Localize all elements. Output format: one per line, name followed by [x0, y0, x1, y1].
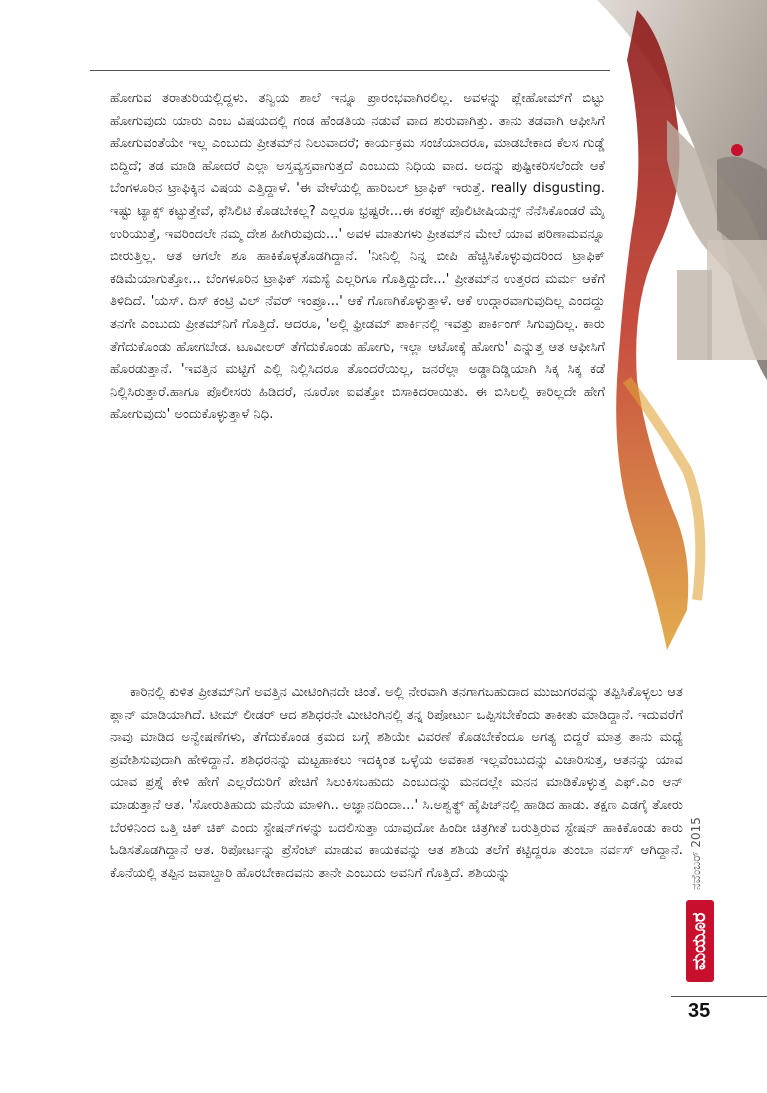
- issue-date: ನವೆಂಬರ್ 2015: [689, 817, 703, 890]
- article-paragraph: ಕಾರಿನಲ್ಲಿ ಕುಳಿತ ಪ್ರೀತಮ್‌ನಿಗೆ ಅವತ್ತಿನ ಮೀಟಿಂಗಿನದೇ ಚಿಂತೆ. ಅಲ್ಲಿ ನೇರವಾಗಿ ತನಗಾಗಬಹುದಾದ ಮುಜುಗರವನ್ನು ತಪ್ಪಿಸಿಕೊಳ್ಳಲು ಆತ ಪ್ಲಾನ್ ಮಾಡಿಯಾಗಿದೆ. ಟೀಮ್ ಲೀಡರ್ ಆದ ಶಶಿಧರನೇ ಮೀಟಿಂಗಿನಲ್ಲಿ ತನ್ನ ರಿಪೋರ್ಟು ಒಪ್ಪಿಸಬೇಕೆಂದು ತಾಕೀತು ಮಾಡಿದ್ದಾನೆ. ಇದುವರೆಗೆ ನಾವು ಮಾಡಿದ ಅನ್ವೇಷಣೆಗಳು, ತೆಗೆದುಕೊಂಡ ಕ್ರಮದ ಬಗ್ಗೆ ಶಶಿಯೇ ವಿವರಣೆ ಕೊಡಬೇಕೆಂದೂ ಅಗತ್ಯ ಬಿದ್ದರೆ ಮಾತ್ರ ತಾನು ಮಧ್ಯೆ ಪ್ರವೇಶಿಸುವುದಾಗಿ ಹೇಳಿದ್ದಾನೆ. ಶಶಿಧರನನ್ನು ಮಟ್ಟಹಾಕಲು ಇದಕ್ಕಿಂತ ಒಳ್ಳೆಯ ಅವಕಾಶ ಇಲ್ಲವೆಂಬುದನ್ನು ವಿಚಾರಿಸುತ್ತ, ಆತನನ್ನು ಯಾವ ಯಾವ ಪ್ರಶ್ನೆ ಕೇಳಿ ಹೇಗೆ ಎಲ್ಲರೆದುರಿಗೆ ಪೇಚಿಗೆ ಸಿಲುಕಿಸಬಹುದು ಎಂಬುದನ್ನು ಮನದಲ್ಲೇ ಮನನ ಮಾಡಿಕೊಳ್ಳುತ್ತ ಎಫ್.ಎಂ ಆನ್ ಮಾಡುತ್ತಾನೆ ಆತ. 'ಸೋರುತಿಹುದು ಮನೆಯ ಮಾಳಿಗಿ.. ಅಜ್ಞಾನದಿಂದಾ...' ಸಿ.ಅಶ್ವತ್ಥ್ ಹೈಪಿಚ್‌ನಲ್ಲಿ ಹಾಡಿದ ಹಾಡು. ತಕ್ಷಣ ಎಡಗೈ ತೋರು ಬೆರಳಿನಿಂದ ಒತ್ತಿ ಚಿಕ್ ಚಿಕ್ ಎಂದು ಸ್ಟೇಷನ್‌ಗಳನ್ನು ಬದಲಿಸುತ್ತಾ ಯಾವುದೋ ಹಿಂದೀ ಚಿತ್ರಗೀತೆ ಬರುತ್ತಿರುವ ಸ್ಟೇಷನ್ ಹಾಕಿಕೊಂಡು ಕಾರು ಓಡಿಸತೊಡಗಿದ್ದಾನೆ ಆತ. ರಿಪೋರ್ಟನ್ನು ಪ್ರೆಸೆಂಟ್ ಮಾಡುವ ಕಾಯಕವನ್ನು ಆತ ಶಶಿಯ ತಲೆಗೆ ಕಟ್ಟಿದ್ದರೂ ತುಂಬಾ ನರ್ವಸ್ ಆಗಿದ್ದಾನೆ. ಕೊನೆಯಲ್ಲಿ ತಪ್ಪಿನ ಜವಾಬ್ದಾರಿ ಹೊರಬೇಕಾದವನು ತಾನೇ ಎಂಬುದು ಅವನಿಗೆ ಗೊತ್ತಿದೆ. ಶಶಿಯನ್ನು: [110, 685, 683, 881]
- article-column-lower: [110, 682, 683, 885]
- article-paragraph: ಹೋಗುವ ತರಾತುರಿಯಲ್ಲಿದ್ದಳು. ತನ್ವಿಯ ಶಾಲೆ ಇನ್ನೂ ಪ್ರಾರಂಭವಾಗಿರಲಿಲ್ಲ. ಅವಳನ್ನು ಪ್ಲೇಹೋಮ್‌ಗೆ ಬಿಟ್ಟು ಹೋಗುವುದು ಯಾರು ಎಂಬ ವಿಷಯದಲ್ಲಿ ಗಂಡ ಹೆಂಡತಿಯ ನಡುವೆ ವಾದ ಶುರುವಾಗಿತ್ತು. ತಾನು ತಡವಾಗಿ ಆಫೀಸಿಗೆ ಹೋಗುವಂತೆಯೇ ಇಲ್ಲ ಎಂಬುದು ಪ್ರೀತಮ್‌ನ ನಿಲುವಾದರೆ; ಕಾರ್ಯಕ್ರಮ ಸಂಜೆಯಾದರೂ, ಮಾಡಬೇಕಾದ ಕೆಲಸ ಗುಡ್ಡೆ ಬಿದ್ದಿದೆ; ತಡ ಮಾಡಿ ಹೋದರೆ ಎಲ್ಲಾ ಅಸ್ತವ್ಯಸ್ತವಾಗುತ್ತದೆ ಎಂಬುದು ನಿಧಿಯ ವಾದ. ಅದನ್ನು ಪುಷ್ಟೀಕರಿಸಲೆಂದೇ ಆಕೆ ಬೆಂಗಳೂರಿನ ಟ್ರಾಫಿಕ್ಕಿನ ವಿಷಯ ಎತ್ತಿದ್ದಾಳೆ. 'ಈ ವೇಳೆಯಲ್ಲಿ ಹಾರಿಬಲ್ ಟ್ರಾಫಿಕ್ ಇರುತ್ತೆ. really disgusting. ಇಷ್ಟು ಟ್ಯಾಕ್ಸ್ ಕಟ್ಟುತ್ತೇವೆ, ಫೆಸಿಲಿಟಿ ಕೊಡಬೇಕಲ್ಲ? ಎಲ್ಲರೂ ಭ್ರಷ್ಟರೇ...ಈ ಕರಪ್ಟ್ ಪೊಲಿಟೀಷಿಯನ್ಸ್ ನೆನೆಸಿಕೊಂಡರೆ ಮೈ ಉರಿಯುತ್ತೆ, ಇವರಿಂದಲೇ ನಮ್ಮ ದೇಶ ಹೀಗಿರುವುದು...' ಅವಳ ಮಾತುಗಳು ಪ್ರೀತಮ್‌ನ ಮೇಲೆ ಯಾವ ಪರಿಣಾಮವನ್ನೂ ಬೀರುತ್ತಿಲ್ಲ. ಆತ ಆಗಲೇ ಶೂ ಹಾಕಿಕೊಳ್ಳತೊಡಗಿದ್ದಾನೆ. 'ನೀನಿಲ್ಲಿ ನಿನ್ನ ಬೀಪಿ ಹೆಚ್ಚಿಸಿಕೊಳ್ಳುವುದರಿಂದ ಟ್ರಾಫಿಕ್ ಕಡಿಮೆಯಾಗುತ್ತೋ... ಬೆಂಗಳೂರಿನ ಟ್ರಾಫಿಕ್ ಸಮಸ್ಯೆ ಎಲ್ಲರಿಗೂ ಗೊತ್ತಿದ್ದುದೇ...' ಪ್ರೀತಮ್‌ನ ಉತ್ತರದ ಮರ್ಮ ಆಕೆಗೆ ತಿಳಿದಿದೆ. 'ಯಸ್. ದಿಸ್ ಕಂಟ್ರಿ ವಿಲ್ ನೆವರ್ ಇಂಪ್ರೂ...' ಆಕೆ ಗೊಣಗಿಕೊಳ್ಳುತ್ತಾಳೆ. ಆಕೆ ಉದ್ಗಾರವಾಗುವುದಿಲ್ಲ ಎಂದದ್ದು ತನಗೇ ಎಂಬುದು ಪ್ರೀತಮ್‌ನಿಗೆ ಗೊತ್ತಿದೆ. ಆದರೂ, 'ಅಲ್ಲಿ ಫ್ರೀಡಮ್ ಪಾರ್ಕಿನಲ್ಲಿ ಇವತ್ತು ಪಾರ್ಕಿಂಗ್ ಸಿಗುವುದಿಲ್ಲ. ಕಾರು ತೆಗೆದುಕೊಂಡು ಹೋಗಬೇಡ. ಟೂವೀಲರ್ ತೆಗೆದುಕೊಂಡು ಹೋಗು, ಇಲ್ಲಾ ಆಟೋಕ್ಕೆ ಹೋಗು' ಎನ್ನುತ್ತ ಆತ ಆಫೀಸಿಗೆ ಹೊರಡುತ್ತಾನೆ. 'ಇವತ್ತಿನ ಮಟ್ಟಿಗೆ ಎಲ್ಲಿ ನಿಲ್ಲಿಸಿದರೂ ತೊಂದರೆಯಿಲ್ಲ, ಜನರೆಲ್ಲಾ ಅಡ್ಡಾದಿಡ್ಡಿಯಾಗಿ ಸಿಕ್ಕ ಸಿಕ್ಕ ಕಡೆ ನಿಲ್ಲಿಸಿರುತ್ತಾರೆ.ಹಾಗೂ ಪೊಲೀಸರು ಹಿಡಿದರೆ, ನೂರೋ ಐವತ್ತೋ ಬಿಸಾಕಿದರಾಯಿತು. ಈ ಬಿಸಿಲಲ್ಲಿ ಕಾರಿಲ್ಲದೇ ಹೇಗೆ ಹೋಗುವುದು' ಅಂದುಕೊಳ್ಳುತ್ತಾಳೆ ನಿಧಿ.: [110, 91, 605, 423]
- article-column-upper: [110, 88, 605, 427]
- page-number: 35: [688, 1000, 711, 1022]
- page-rule: [671, 996, 767, 997]
- brand-logo-text: ಮಯೂರ: [689, 912, 710, 970]
- top-rule: [90, 70, 610, 71]
- illustration-artwork: [597, 0, 767, 680]
- brand-logo: [686, 900, 714, 982]
